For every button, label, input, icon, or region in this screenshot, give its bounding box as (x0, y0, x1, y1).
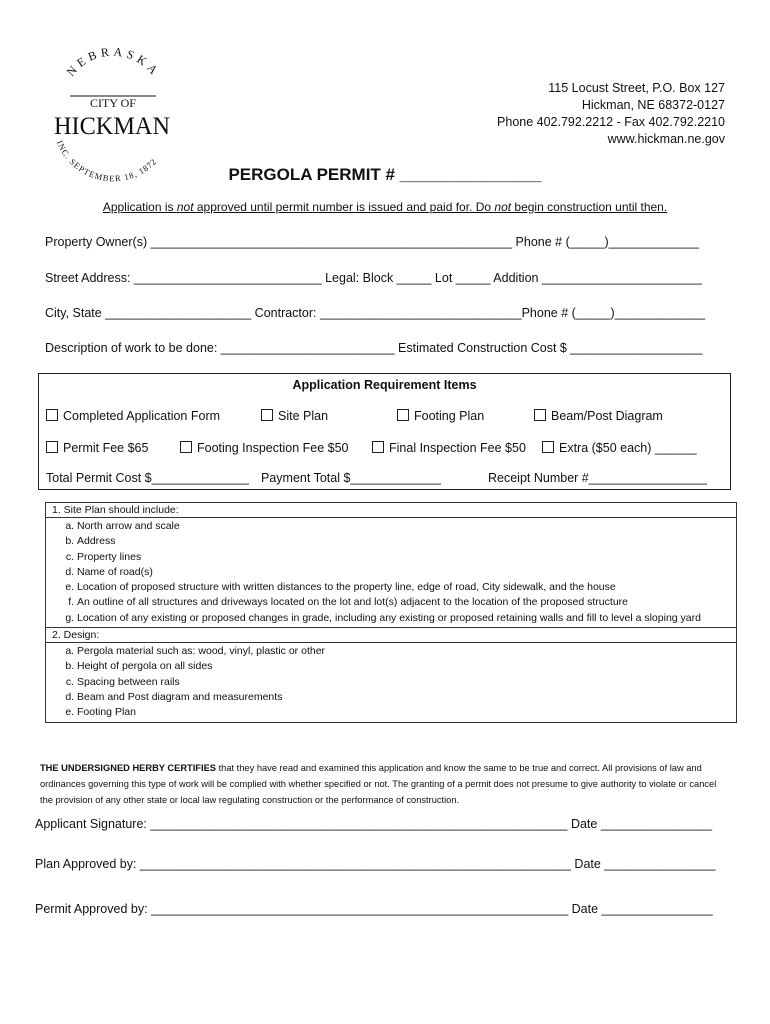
list-item: a. Pergola material such as: wood, vinyl, plastic or other (77, 644, 736, 659)
requirement-items-box (38, 373, 731, 490)
approval-notice (0, 200, 770, 214)
permit-title: PERGOLA PERMIT # _______________ (228, 165, 542, 184)
certification-statement (40, 760, 730, 808)
receipt-number-field[interactable]: Receipt Number #_________________ (488, 471, 707, 485)
list-item: b. Address (77, 534, 736, 549)
address-phone-fax: Phone 402.792.2212 - Fax 402.792.2210 (497, 115, 725, 129)
seal-arc-top: NEBRASKA (63, 44, 164, 80)
permit-approved-field[interactable]: Permit Approved by: ____________________________________________________________ Date ________________ (35, 902, 713, 916)
checkbox-label: Completed Application Form (63, 409, 221, 423)
checkbox-completed-form[interactable] (46, 409, 220, 423)
checkbox-footing-plan[interactable] (397, 409, 484, 423)
checkbox-icon (372, 441, 384, 453)
checkbox-icon (534, 409, 546, 421)
list-item: a. North arrow and scale (77, 519, 736, 534)
site-plan-list-cell (46, 518, 737, 628)
checkbox-icon (261, 409, 273, 421)
address-website: www.hickman.ne.gov (607, 132, 725, 146)
city-seal (50, 44, 175, 184)
checkbox-site-plan[interactable] (261, 409, 328, 423)
requirements-table (45, 502, 737, 723)
seal-name: HICKMAN (54, 113, 170, 140)
list-item: c. Property lines (77, 550, 736, 565)
checkbox-label: Extra ($50 each) ______ (559, 441, 697, 455)
notice-text-2: approved until permit number is issued and paid for. Do (193, 200, 495, 214)
list-item: e. Footing Plan (77, 705, 736, 720)
notice-emphasis-1: not (176, 200, 194, 214)
list-item: c. Spacing between rails (77, 675, 736, 690)
checkbox-label: Footing Plan (414, 409, 485, 423)
design-heading: 2. Design: (46, 628, 737, 643)
checkbox-final-inspection[interactable] (372, 441, 526, 455)
checkbox-extra[interactable] (542, 441, 697, 455)
notice-text-3: begin construction until then. (511, 200, 668, 214)
checkbox-footing-inspection[interactable] (180, 441, 349, 455)
notice-text-1: Application is (102, 200, 177, 214)
requirement-items-heading: Application Requirement Items (292, 378, 477, 392)
design-list-cell (46, 643, 737, 722)
description-field[interactable]: Description of work to be done: _________________________ Estimated Construction Cost $ ___________________ (45, 341, 703, 355)
checkbox-permit-fee[interactable] (46, 441, 148, 455)
list-item: e. Location of proposed structure with written distances to the property line, edge of road, City sidewalk, and the house (77, 580, 736, 595)
certification-heading: THE UNDERSIGNED HERBY CERTIFIES (40, 763, 216, 773)
payment-total-field[interactable]: Payment Total $_____________ (261, 471, 441, 485)
checkbox-beam-post[interactable] (534, 409, 663, 423)
certification-text: that they have read and examined this application and know the same to be true and correct. All provisions of law and ordinances governing this type of work will be complied with whether specified or not. The granting of a permit does not presume to give authority to violate or cancel the provision of any other state or local law regulating construction or the performance of construction. (40, 763, 717, 805)
notice-emphasis-2: not (494, 200, 512, 214)
list-item: g. Location of any existing or proposed changes in grade, including any existing or proposed retaining walls and fill to level a sloping yard (77, 611, 736, 626)
plan-approved-field[interactable]: Plan Approved by: ______________________________________________________________ Date ________________ (35, 857, 716, 871)
address-line-1: 115 Locust Street, P.O. Box 127 (548, 81, 725, 95)
checkbox-label: Final Inspection Fee $50 (389, 441, 526, 455)
site-plan-heading: 1. Site Plan should include: (46, 503, 737, 518)
seal-city-of: CITY OF (90, 96, 136, 110)
site-plan-list (52, 519, 736, 626)
applicant-signature-field[interactable]: Applicant Signature: ____________________________________________________________ Date ________________ (35, 817, 713, 831)
street-address-field[interactable]: Street Address: ___________________________ Legal: Block _____ Lot _____ Addition _______________________ (45, 271, 702, 285)
page-title (0, 165, 770, 185)
city-address (497, 80, 725, 148)
seal-arc-bottom: INC. SEPTEMBER 18, 1872 (54, 138, 159, 184)
property-owner-field[interactable]: Property Owner(s) ____________________________________________________ Phone # (_____)_____________ (45, 235, 700, 249)
list-item: d. Name of road(s) (77, 565, 736, 580)
checkbox-icon (397, 409, 409, 421)
checkbox-icon (542, 441, 554, 453)
city-contractor-field[interactable]: City, State _____________________ Contractor: _____________________________Phone # (_____)_____________ (45, 306, 706, 320)
checkbox-label: Beam/Post Diagram (551, 409, 663, 423)
list-item: b. Height of pergola on all sides (77, 659, 736, 674)
design-list (52, 644, 736, 720)
checkbox-label: Footing Inspection Fee $50 (197, 441, 349, 455)
total-permit-cost-field[interactable]: Total Permit Cost $______________ (46, 471, 249, 485)
checkbox-icon (46, 409, 58, 421)
address-line-2: Hickman, NE 68372-0127 (581, 98, 725, 112)
list-item: f. An outline of all structures and driveways located on the lot and lot(s) adjacent to the location of the proposed structure (77, 595, 736, 610)
svg-text:NEBRASKA (64, 44, 164, 79)
checkbox-icon (180, 441, 192, 453)
list-item: d. Beam and Post diagram and measurements (77, 690, 736, 705)
checkbox-icon (46, 441, 58, 453)
checkbox-label: Permit Fee $65 (63, 441, 149, 455)
checkbox-label: Site Plan (278, 409, 329, 423)
